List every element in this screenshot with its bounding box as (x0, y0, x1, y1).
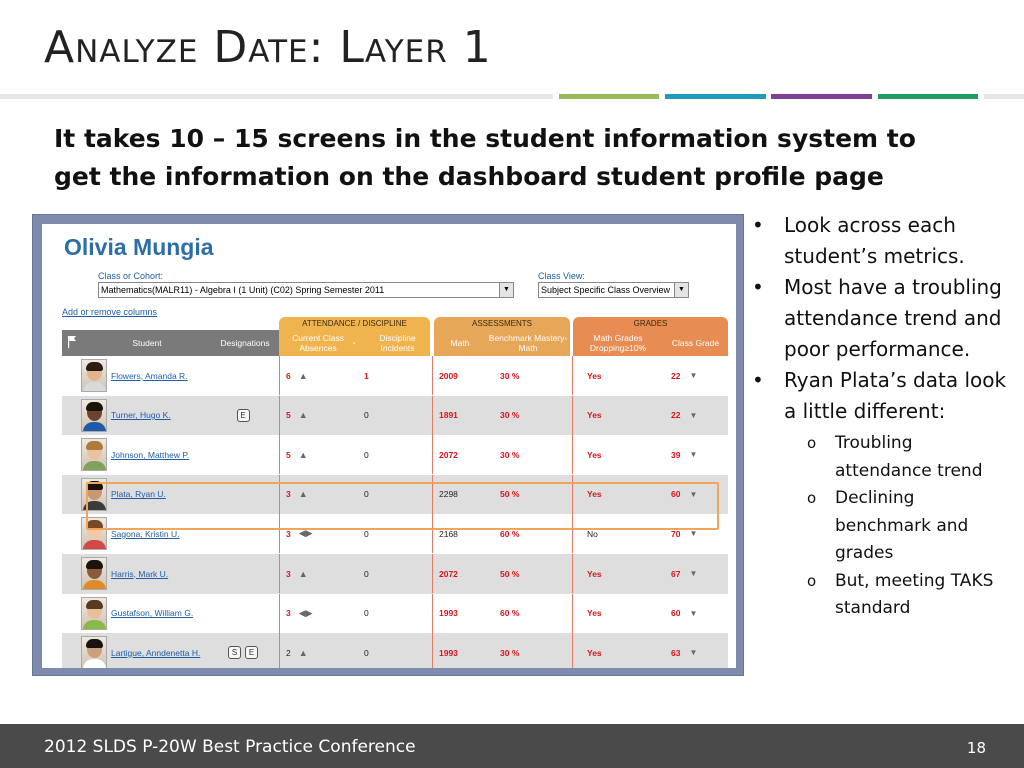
grades-dropping-cell (587, 594, 627, 633)
group-header-grades: GRADES (573, 317, 728, 330)
table-row[interactable] (62, 633, 728, 668)
student-name-link[interactable]: Plata, Ryan U. (111, 489, 166, 500)
math-cell (439, 554, 479, 593)
student-name-link[interactable]: Lartigue, Anndenetta H. (111, 647, 201, 658)
designation-badge: E (245, 646, 258, 659)
grades-dropping-value: Yes (587, 608, 602, 619)
student-name-cell[interactable] (111, 594, 221, 633)
row-separator (572, 435, 573, 474)
class-grade-value: 60 (671, 489, 681, 500)
student-name-cell[interactable] (111, 396, 221, 435)
column-header-math[interactable]: Math (450, 338, 470, 348)
circle-bullet-icon: o (807, 434, 817, 452)
grades-dropping-value: Yes (587, 568, 602, 579)
math-score: 1891 (439, 410, 458, 421)
grades-dropping-cell (587, 396, 627, 435)
chevron-down-icon[interactable]: ▼ (689, 450, 698, 460)
row-separator (279, 633, 280, 668)
class-grade-value: 63 (671, 647, 681, 658)
math-cell (439, 633, 479, 668)
slide-footer (0, 724, 1024, 768)
absences-value: 2 (286, 647, 291, 658)
absences-value: 3 (286, 489, 291, 500)
avatar-body (83, 461, 106, 471)
sub-bullet-item (752, 568, 1014, 623)
student-name-cell[interactable] (111, 633, 221, 668)
class-cohort-label: Class or Cohort: (98, 271, 164, 281)
chevron-down-icon[interactable]: ▼ (689, 608, 698, 618)
student-profile-name: Olivia Mungia (64, 234, 214, 260)
benchmark-value: 60 % (500, 528, 520, 539)
discipline-value: 0 (364, 410, 369, 421)
student-avatar (81, 557, 107, 590)
row-separator (279, 594, 280, 633)
table-header-student-section (62, 330, 279, 356)
class-grade-cell (671, 633, 721, 668)
sort-chevron-icon[interactable]: ⌄ (351, 339, 357, 346)
class-view-select[interactable] (538, 282, 689, 298)
benchmark-value: 30 % (500, 449, 520, 460)
avatar-hair (86, 402, 103, 411)
math-cell (439, 594, 479, 633)
footer-conference-text: 2012 SLDS P-20W Best Practice Conference (44, 737, 416, 757)
math-score: 1993 (439, 647, 458, 658)
row-separator (572, 633, 573, 668)
chevron-down-icon[interactable]: ▼ (689, 529, 698, 539)
benchmark-value: 30 % (500, 410, 520, 421)
absences-cell (286, 554, 346, 593)
discipline-cell (364, 435, 394, 474)
benchmark-value: 50 % (500, 568, 520, 579)
table-header-assessments (434, 330, 570, 356)
rule-segment-green (559, 94, 659, 99)
bullet-dot-icon: • (752, 368, 764, 392)
avatar-body (83, 540, 106, 550)
bullet-dot-icon: • (752, 275, 764, 299)
bullet-item (752, 210, 1014, 272)
discipline-cell (364, 396, 394, 435)
bullet-list (752, 210, 1014, 623)
column-header-benchmark[interactable]: Benchmark Mastery-Math (488, 333, 568, 353)
trend-arrow-icon: ▲ (298, 449, 308, 460)
row-separator (432, 396, 433, 435)
discipline-value: 0 (364, 647, 369, 658)
discipline-cell (364, 594, 394, 633)
circle-bullet-icon: o (807, 489, 817, 507)
student-name-link[interactable]: Gustafson, William G. (111, 608, 194, 619)
class-cohort-select[interactable] (98, 282, 514, 298)
row-separator (432, 554, 433, 593)
absences-cell (286, 356, 346, 395)
benchmark-cell (500, 554, 540, 593)
discipline-cell (364, 633, 394, 668)
rule-segment-dark-green (878, 94, 978, 99)
row-separator (279, 356, 280, 395)
benchmark-cell (500, 594, 540, 633)
class-grade-value: 39 (671, 449, 681, 460)
row-separator (279, 554, 280, 593)
class-cohort-value: Mathematics(MALR11) - Algebra I (1 Unit) (C02) Spring Semester 2011 (101, 285, 385, 295)
row-separator (432, 435, 433, 474)
class-grade-cell (671, 435, 721, 474)
table-row[interactable] (62, 435, 728, 475)
student-avatar (81, 597, 107, 630)
absences-value: 3 (286, 608, 291, 619)
absences-header-label: Current Class Absences (292, 333, 345, 353)
rule-segment-grey-end (984, 94, 1024, 99)
grades-dropping-cell (587, 435, 627, 474)
trend-arrow-icon: ▲ (298, 647, 308, 658)
math-score: 1993 (439, 608, 458, 619)
rule-segment-grey (0, 94, 553, 99)
trend-arrow-icon: ◀▶ (298, 528, 313, 539)
student-name-cell[interactable] (111, 356, 221, 395)
discipline-value: 0 (364, 568, 369, 579)
class-grade-value: 22 (671, 410, 681, 421)
class-grade-value: 67 (671, 568, 681, 579)
benchmark-value: 30 % (500, 370, 520, 381)
chevron-down-icon[interactable]: ▼ (689, 489, 698, 499)
dashboard-screenshot (42, 224, 736, 668)
table-row[interactable] (62, 594, 728, 634)
rule-segment-teal (665, 94, 765, 99)
row-separator (572, 554, 573, 593)
grades-dropping-value: Yes (587, 410, 602, 421)
bullet-text: Ryan Plata’s data look a little different: (784, 368, 1007, 423)
student-avatar (81, 438, 107, 471)
grades-dropping-value: Yes (587, 370, 602, 381)
group-header-assessments: ASSESSMENTS (434, 317, 570, 330)
math-score: 2009 (439, 370, 458, 381)
dashboard-screenshot-frame (32, 214, 744, 676)
class-grade-value: 60 (671, 608, 681, 619)
benchmark-cell (500, 633, 540, 668)
designations-cell (212, 633, 278, 668)
bullet-dot-icon: • (752, 213, 764, 237)
grades-dropping-value: Yes (587, 449, 602, 460)
row-separator (432, 594, 433, 633)
row-separator (432, 356, 433, 395)
grades-dropping-value: No (587, 528, 598, 539)
avatar-hair (86, 441, 103, 450)
student-name-link[interactable]: Flowers, Amanda R. (111, 370, 188, 381)
avatar-body (83, 659, 106, 668)
bullet-item (752, 365, 1014, 427)
chevron-down-icon[interactable]: ▼ (689, 371, 698, 380)
sub-bullet-text: Troubling attendance trend (835, 433, 983, 481)
trend-arrow-icon: ▲ (298, 410, 308, 421)
table-row[interactable] (62, 554, 728, 594)
discipline-value: 0 (364, 449, 369, 460)
trend-arrow-icon: ▲ (298, 568, 308, 579)
chevron-down-icon[interactable]: ▼ (689, 569, 698, 578)
designation-badge: S (228, 646, 241, 659)
absences-cell (286, 396, 346, 435)
column-header-discipline[interactable]: Discipline Incidents (379, 333, 416, 353)
title-rule (0, 94, 1024, 99)
student-avatar (81, 636, 107, 668)
bullet-text: Look across each student’s metrics. (784, 213, 965, 268)
student-name-link[interactable]: Johnson, Matthew P. (111, 449, 190, 460)
chevron-down-icon[interactable]: ▼ (674, 283, 688, 297)
benchmark-value: 30 % (500, 647, 520, 658)
class-grade-cell (671, 594, 721, 633)
column-header-absences[interactable] (279, 330, 365, 356)
add-remove-columns-link[interactable]: Add or remove columns (62, 307, 158, 317)
discipline-value: 0 (364, 608, 369, 619)
discipline-cell (364, 356, 394, 395)
sub-bullet-text: Declining benchmark and grades (835, 488, 969, 563)
table-row[interactable] (62, 396, 728, 436)
absences-value: 3 (286, 528, 291, 539)
sub-bullet-text: But, meeting TAKS standard (835, 570, 994, 618)
absences-value: 3 (286, 568, 291, 579)
math-score: 2168 (439, 528, 458, 539)
slide-title: Analyze Date: Layer 1 (44, 22, 492, 73)
grades-dropping-cell (587, 554, 627, 593)
grades-dropping-value: Yes (587, 647, 602, 658)
designations-cell (212, 435, 278, 474)
avatar-body (83, 422, 106, 432)
math-score: 2072 (439, 449, 458, 460)
discipline-cell (364, 554, 394, 593)
absences-value: 6 (286, 370, 291, 381)
avatar-hair (86, 600, 103, 609)
math-score: 2072 (439, 568, 458, 579)
student-name-cell[interactable] (111, 554, 221, 593)
row-separator (279, 435, 280, 474)
avatar-body (83, 580, 106, 590)
math-score: 2298 (439, 489, 458, 500)
trend-arrow-icon: ▲ (298, 489, 308, 500)
absences-value: 5 (286, 410, 291, 421)
math-cell (439, 435, 479, 474)
discipline-value: 0 (364, 528, 369, 539)
slide-subtitle: It takes 10 – 15 screens in the student information system to get the information on the dashboard student profile page (54, 124, 916, 191)
avatar-hair (86, 560, 103, 569)
chevron-down-icon[interactable]: ▼ (689, 648, 698, 658)
class-grade-value: 22 (671, 370, 681, 381)
bullet-item (752, 272, 1014, 365)
group-header-attendance: ATTENDANCE / DISCIPLINE (279, 317, 430, 330)
class-grade-value: 70 (671, 528, 681, 539)
avatar-body (83, 620, 106, 630)
page-number: 18 (966, 739, 986, 757)
avatar-body (83, 382, 106, 392)
bullet-text: Most have a troubling attendance trend and poor performance. (784, 275, 1002, 361)
column-header-designations[interactable]: Designations (220, 338, 270, 348)
absences-value: 5 (286, 449, 291, 460)
column-header-class-grade[interactable]: Class Grade (671, 338, 720, 348)
flag-icon[interactable] (68, 336, 76, 348)
absences-cell (286, 633, 346, 668)
designations-cell (212, 554, 278, 593)
chevron-down-icon[interactable]: ▼ (499, 283, 513, 297)
math-cell (439, 356, 479, 395)
student-name-link[interactable]: Sagona, Kristin U. (111, 528, 180, 539)
class-grade-cell (671, 396, 721, 435)
highlight-ryan-plata-row (86, 482, 719, 530)
sub-bullet-item (752, 485, 1014, 568)
student-name-link[interactable]: Turner, Hugo K. (111, 410, 171, 421)
student-name-cell[interactable] (111, 435, 221, 474)
row-separator (572, 396, 573, 435)
benchmark-cell (500, 435, 540, 474)
trend-arrow-icon: ▲ (298, 370, 308, 381)
class-grade-cell (671, 554, 721, 593)
row-separator (279, 396, 280, 435)
absences-cell (286, 435, 346, 474)
designations-cell (212, 356, 278, 395)
designations-cell (212, 594, 278, 633)
designation-badge: E (237, 409, 250, 422)
table-header-grades (573, 330, 728, 356)
grades-dropping-cell (587, 356, 627, 395)
column-header-student[interactable]: Student (132, 338, 162, 348)
benchmark-cell (500, 356, 540, 395)
designations-cell (212, 396, 278, 435)
benchmark-cell (500, 396, 540, 435)
avatar-hair (86, 639, 103, 648)
absences-cell (286, 594, 346, 633)
table-header-attendance (279, 330, 430, 356)
grades-dropping-cell (587, 633, 627, 668)
avatar-hair (86, 362, 103, 371)
benchmark-value: 60 % (500, 608, 520, 619)
student-avatar (81, 359, 107, 392)
column-header-grades-dropping[interactable]: Math Grades Dropping≥10% (589, 333, 647, 353)
grades-dropping-value: Yes (587, 489, 602, 500)
trend-arrow-icon: ◀▶ (298, 607, 313, 618)
math-cell (439, 396, 479, 435)
class-view-label: Class View: (538, 271, 585, 281)
row-separator (572, 594, 573, 633)
chevron-down-icon[interactable]: ▼ (689, 410, 698, 420)
discipline-value: 0 (364, 489, 369, 500)
circle-bullet-icon: o (807, 571, 817, 590)
row-separator (572, 356, 573, 395)
rule-segment-purple (771, 94, 871, 99)
discipline-value: 1 (364, 370, 369, 381)
table-row[interactable] (62, 356, 728, 396)
class-grade-cell (671, 356, 721, 395)
student-avatar (81, 399, 107, 432)
class-view-value: Subject Specific Class Overview (541, 285, 671, 295)
sub-bullet-item (752, 430, 1014, 485)
row-separator (432, 633, 433, 668)
student-name-link[interactable]: Harris, Mark U. (111, 568, 169, 579)
benchmark-value: 50 % (500, 489, 520, 500)
